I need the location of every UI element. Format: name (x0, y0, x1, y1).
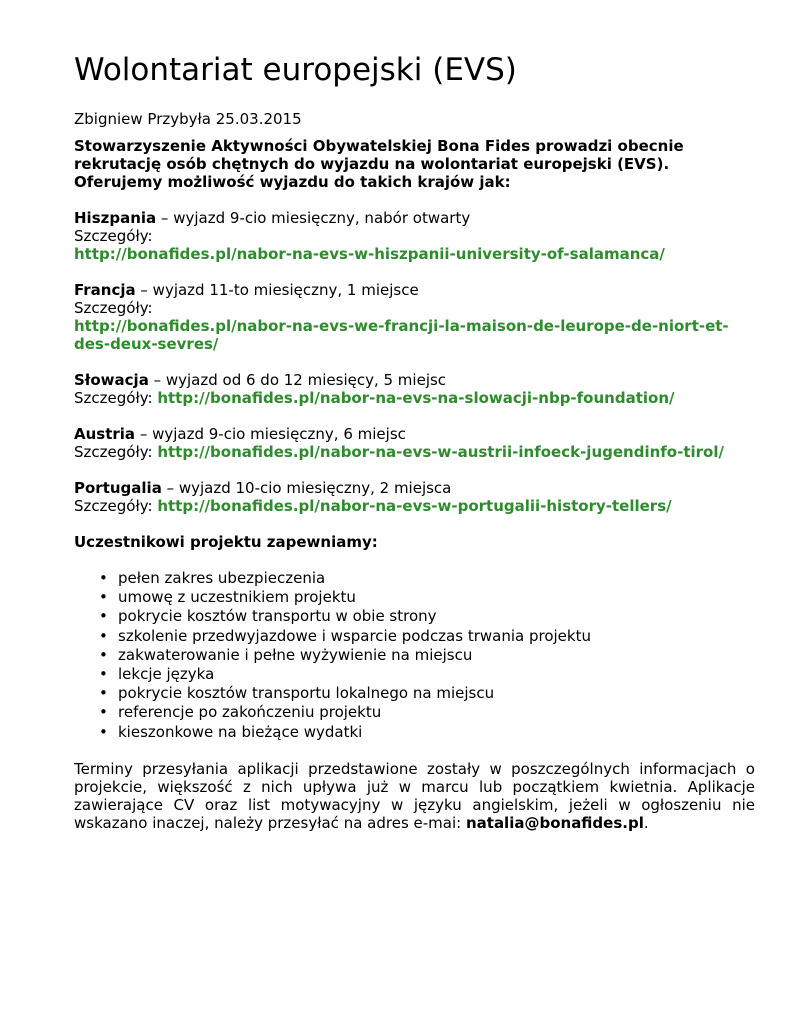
list-item: • pokrycie kosztów transportu lokalnego na miejscu (118, 684, 755, 703)
details-label: Szczegóły: (74, 227, 153, 245)
list-item: • kieszonkowe na bieżące wydatki (118, 723, 755, 742)
country-info: – wyjazd 9-cio miesięczny, nabór otwarty (156, 209, 471, 227)
country-entry-austria (74, 425, 755, 461)
details-label: Szczegóły: (74, 443, 153, 461)
country-details-link[interactable]: http://bonafides.pl/nabor-na-evs-na-slowacji-nbp-foundation/ (157, 389, 675, 407)
country-entry-francja (74, 281, 755, 353)
country-info: – wyjazd 10-cio miesięczny, 2 miejsca (161, 479, 452, 497)
country-name: Słowacja (74, 371, 149, 389)
country-name: Hiszpania (74, 209, 157, 227)
list-item: • referencje po zakończeniu projektu (118, 703, 755, 722)
details-label: Szczegóły: (74, 389, 153, 407)
contact-email[interactable]: natalia@bonafides.pl (465, 813, 644, 832)
list-item: • szkolenie przedwyjazdowe i wsparcie podczas trwania projektu (118, 627, 755, 646)
author-date-line: Zbigniew Przybyła 25.03.2015 (74, 110, 302, 128)
country-name: Francja (74, 281, 136, 299)
country-details-link[interactable]: http://bonafides.pl/nabor-na-evs-w-austrii-infoeck-jugendinfo-tirol/ (157, 443, 724, 461)
page-title: Wolontariat europejski (EVS) (74, 52, 517, 88)
closing-period: . (643, 813, 649, 832)
country-details-link[interactable]: http://bonafides.pl/nabor-na-evs-w-hiszpanii-university-of-salamanca/ (74, 245, 665, 263)
closing-text: Terminy przesyłania aplikacji przedstawione zostały w poszczególnych informacjach o projekcie, większość z nich upływa już w marcu lub początkiem kwietnia. Aplikacje zawierające CV oraz list motywacyjny w języku angielskim, jeżeli w ogłoszeniu nie wskazano inaczej, należy przesyłać na adres e-mai: (74, 759, 755, 832)
country-info: – wyjazd 9-cio miesięczny, 6 miejsc (135, 425, 406, 443)
document-page (74, 50, 755, 832)
country-entry-portugalia (74, 479, 755, 515)
closing-paragraph (74, 760, 755, 832)
country-name: Austria (74, 425, 136, 443)
details-label: Szczegóły: (74, 497, 153, 515)
country-entry-slowacja (74, 371, 755, 407)
country-info: – wyjazd 11-to miesięczny, 1 miejsce (135, 281, 419, 299)
list-item: • pokrycie kosztów transportu w obie strony (118, 607, 755, 626)
country-info: – wyjazd od 6 do 12 miesięcy, 5 miejsc (148, 371, 447, 389)
country-name: Portugalia (74, 479, 162, 497)
list-item: • zakwaterowanie i pełne wyżywienie na miejscu (118, 646, 755, 665)
list-item: • pełen zakres ubezpieczenia (118, 569, 755, 588)
details-label: Szczegóły: (74, 299, 153, 317)
list-item: • lekcje języka (118, 665, 755, 684)
country-details-link[interactable]: http://bonafides.pl/nabor-na-evs-we-francji-la-maison-de-leurope-de-niort-et-des-deux-sevres/ (74, 317, 729, 353)
list-item: • umowę z uczestnikiem projektu (118, 588, 755, 607)
intro-paragraph: Stowarzyszenie Aktywności Obywatelskiej Bona Fides prowadzi obecnie rekrutację osób chętnych do wyjazdu na wolontariat europejski (EVS). Oferujemy możliwość wyjazdu do takich krajów jak: (74, 137, 684, 191)
benefits-list (74, 569, 755, 742)
country-entry-hiszpania (74, 209, 755, 263)
country-details-link[interactable]: http://bonafides.pl/nabor-na-evs-w-portugalii-history-tellers/ (157, 497, 672, 515)
benefits-heading: Uczestnikowi projektu zapewniamy: (74, 533, 378, 551)
